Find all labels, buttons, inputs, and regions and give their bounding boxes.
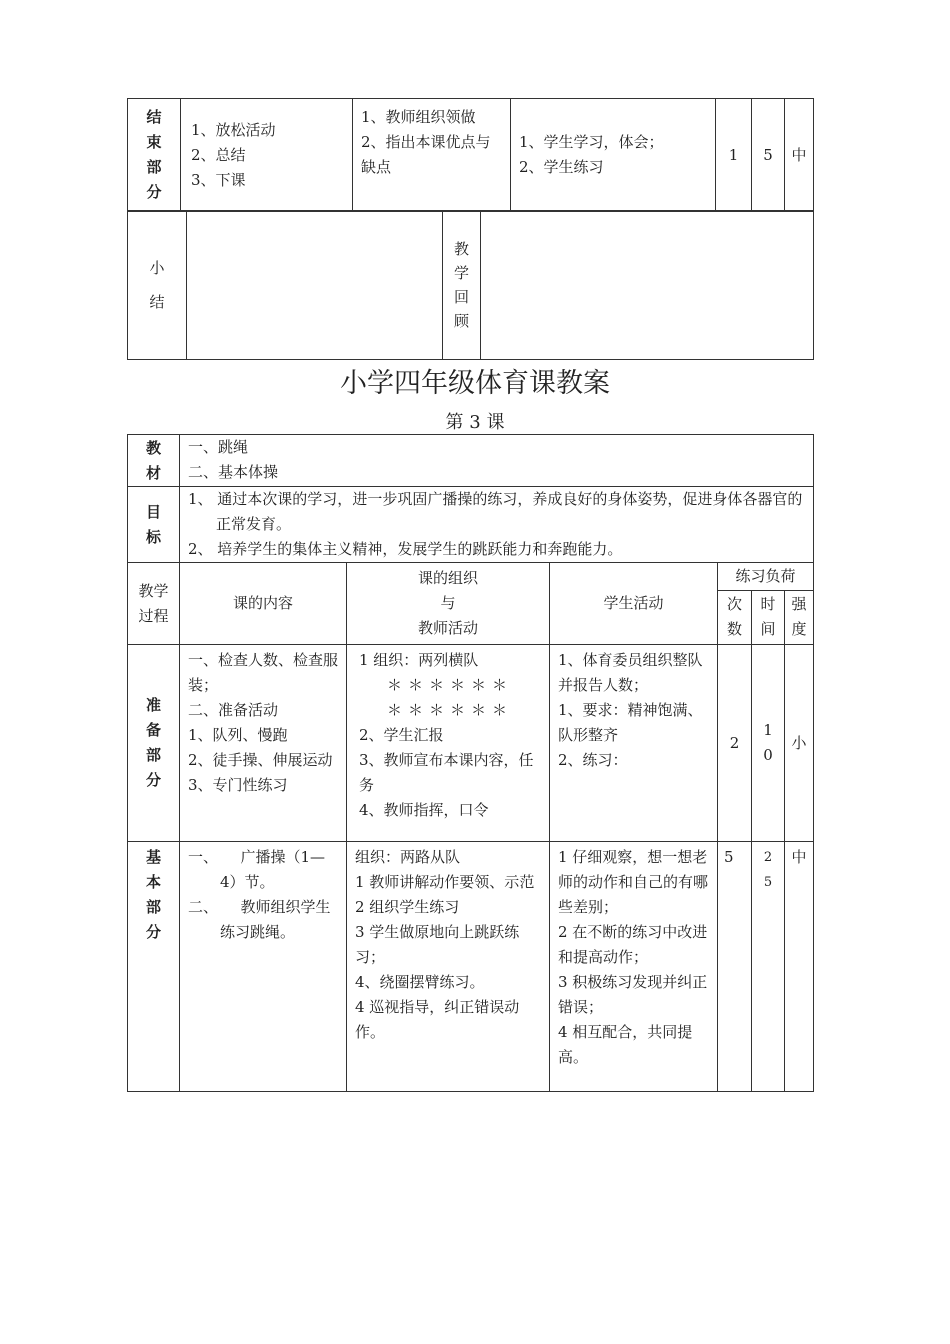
material-label: 教 材 bbox=[128, 435, 180, 487]
basic-section-activity: 1 仔细观察，想一想老师的动作和自己的有哪些差别； 2 在不断的练习中改进和提高动作； 3 积极练习发现并纠正错误； 4 相互配合，共同提高。 bbox=[550, 842, 718, 1092]
prep-section-activity: 1、体育委员组织整队并报告人数； 1、要求：精神饱满、队形整齐 2、练习： bbox=[550, 645, 718, 842]
review-content bbox=[481, 211, 814, 360]
header-activity: 学生活动 bbox=[550, 563, 718, 645]
end-section-organization: 1、教师组织领做 2、指出本课优点与缺点 bbox=[353, 99, 511, 212]
basic-section-label: 基 本 部 分 bbox=[128, 842, 180, 1092]
prep-section-content: 一、检查人数、检查服装； 二、准备活动 1、队列、慢跑 2、徒手操、伸展运动 3、专门性练习 bbox=[180, 645, 347, 842]
header-organization: 课的组织 与 教师活动 bbox=[347, 563, 550, 645]
end-section-intensity: 中 bbox=[785, 99, 814, 212]
basic-section-organization: 组织：两路从队 1 教师讲解动作要领、示范 2 组织学生练习 3 学生做原地向上跳跃练习； 4、绕圈摆臂练习。 4 巡视指导，纠正错误动作。 bbox=[347, 842, 550, 1092]
end-section-table bbox=[127, 98, 814, 212]
prep-section-times: 2 bbox=[718, 645, 752, 842]
basic-section-times: 5 bbox=[718, 842, 752, 1092]
basic-section-duration: 2 5 bbox=[752, 842, 785, 1092]
prep-section-organization: 1 组织：两列横队 ＊＊＊＊＊＊ ＊＊＊＊＊＊ 2、学生汇报 3、教师宣布本课内容，任务 4、教师指挥，口令 bbox=[347, 645, 550, 842]
prep-section-label: 准 备 部 分 bbox=[128, 645, 180, 842]
review-label: 教 学 回 顾 bbox=[443, 211, 481, 360]
header-load: 练习负荷 bbox=[718, 563, 814, 591]
basic-section-content: 一、 广播操（1—4）节。 二、 教师组织学生练习跳绳。 bbox=[180, 842, 347, 1092]
goals-content: 1、 通过本次课的学习，进一步巩固广播操的练习，养成良好的身体姿势，促进身体各器官的正常发育。 2、 培养学生的集体主义精神，发展学生的跳跃能力和奔跑能力。 bbox=[180, 487, 814, 563]
lesson-table bbox=[127, 434, 814, 1092]
material-content: 一、跳绳 二、基本体操 bbox=[180, 435, 814, 487]
end-section-content: 1、放松活动 2、总结 3、下课 bbox=[181, 99, 353, 212]
header-process: 教学 过程 bbox=[128, 563, 180, 645]
summary-table bbox=[127, 210, 814, 360]
header-times: 次 数 bbox=[718, 590, 752, 644]
end-section-duration: 5 bbox=[752, 99, 785, 212]
lesson-number: 第 3 课 bbox=[445, 412, 505, 433]
header-content: 课的内容 bbox=[180, 563, 347, 645]
end-section-times: 1 bbox=[716, 99, 752, 212]
goals-label: 目 标 bbox=[128, 487, 180, 563]
header-intensity: 强 度 bbox=[785, 590, 814, 644]
prep-section-intensity: 小 bbox=[785, 645, 814, 842]
page-title: 小学四年级体育课教案 bbox=[340, 368, 610, 399]
end-section-label: 结 束 部 分 bbox=[128, 99, 181, 212]
end-section-activity: 1、学生学习，体会； 2、学生练习 bbox=[511, 99, 716, 212]
basic-section-intensity: 中 bbox=[785, 842, 814, 1092]
header-duration: 时 间 bbox=[752, 590, 785, 644]
summary-content bbox=[187, 211, 443, 360]
summary-label: 小 结 bbox=[128, 211, 187, 360]
prep-section-duration: 1 0 bbox=[752, 645, 785, 842]
